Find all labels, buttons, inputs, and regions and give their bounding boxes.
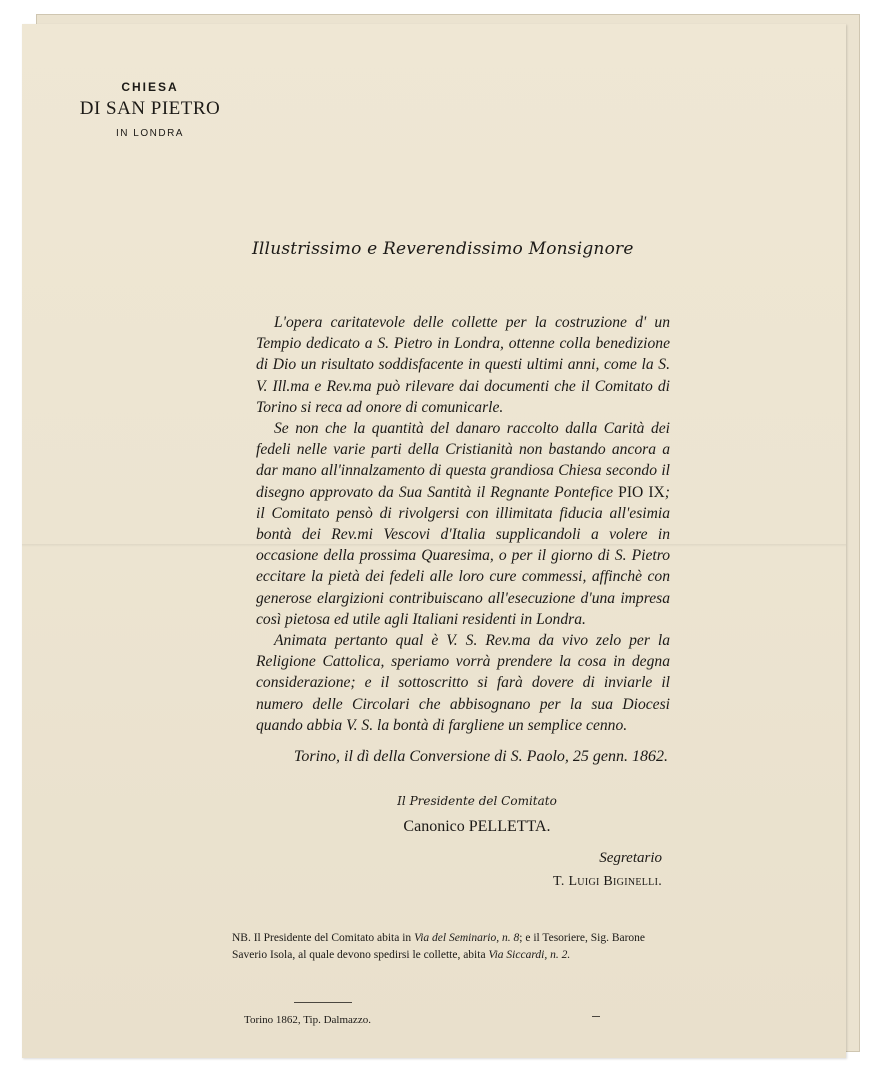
- footer-rule: [294, 1002, 352, 1003]
- letterhead-line1: CHIESA: [121, 80, 179, 94]
- paragraph-2-part-a: Se non che la quantità del danaro raccolto dalla Carità dei fedeli nelle varie parti della Cristianità non bastando ancora a dar mano all'innalzamento di questa grandiosa Chiesa secondo il disegno approvato da Sua Santità il Regnante Pontefice: [256, 420, 670, 501]
- document-sheet: [22, 24, 846, 1058]
- salutation: Illustrissimo e Reverendissimo Monsignore: [252, 239, 634, 259]
- pope-name: PIO IX: [618, 483, 665, 501]
- paragraph-1: L'opera caritatevole delle collette per la costruzione d' un Tempio dedicato a S. Pietro in Londra, ottenne colla benedizione di Dio un risultato soddisfacente in questi ultimi anni, come la S. V. Ill.ma e Rev.ma può rilevare dai documenti che il Comitato di Torino si reca ad onore di comunicarle.: [256, 314, 670, 416]
- letterhead-line2: DI SAN PIETRO: [79, 98, 221, 119]
- footer-dash: [592, 1016, 600, 1017]
- secretary-title: Segretario: [599, 850, 662, 866]
- footnote-address-2: Via Siccardi, n. 2.: [488, 949, 571, 961]
- footnote-prefix: NB. Il Presidente del Comitato abita in: [232, 932, 412, 944]
- letterhead: [60, 80, 240, 139]
- president-title: Il Presidente del Comitato: [397, 794, 557, 808]
- dateline: Torino, il dì della Conversione di S. Paolo, 25 genn. 1862.: [293, 748, 668, 765]
- letterhead-line3: IN LONDRA: [116, 128, 184, 139]
- president-name: Canonico PELLETTA.: [403, 818, 551, 835]
- paragraph-2-part-b: ; il Comitato pensò di rivolgersi con illimitata fiducia all'esimia bontà dei Rev.mi Vescovi d'Italia supplicandoli a volere in occasione della prossima Quaresima, o per il giorno di S. Pietro eccitare la pietà dei fedeli alle loro cure commessi, affinchè con generose elargizioni contribuiscano all'esecuzione d'una impresa così pietosa ed utile agli Italiani residenti in Londra.: [256, 483, 670, 628]
- printer-footer: Torino 1862, Tip. Dalmazzo.: [244, 1014, 371, 1026]
- secretary-name: T. Luigi Biginelli.: [553, 874, 662, 889]
- footnote-address-1: Via del Seminario, n. 8: [414, 932, 520, 944]
- footnote-middle: ; e il Tesoriere, Sig. Barone Saverio Isola, al quale devono spedirsi le collette, abita: [232, 932, 646, 961]
- paragraph-2: [256, 418, 670, 630]
- paragraph-3: Animata pertanto qual è V. S. Rev.ma da vivo zelo per la Religione Cattolica, speriamo vorrà prendere la cosa in degna considerazione; e il sottoscritto si farà dovere di inviarle il numero delle Circolari che abbisognano per la sua Diocesi quando abbia V. S. la bontà di fargliene un semplice cenno.: [256, 632, 670, 734]
- letter-body: [256, 312, 670, 736]
- footnote: [232, 930, 672, 964]
